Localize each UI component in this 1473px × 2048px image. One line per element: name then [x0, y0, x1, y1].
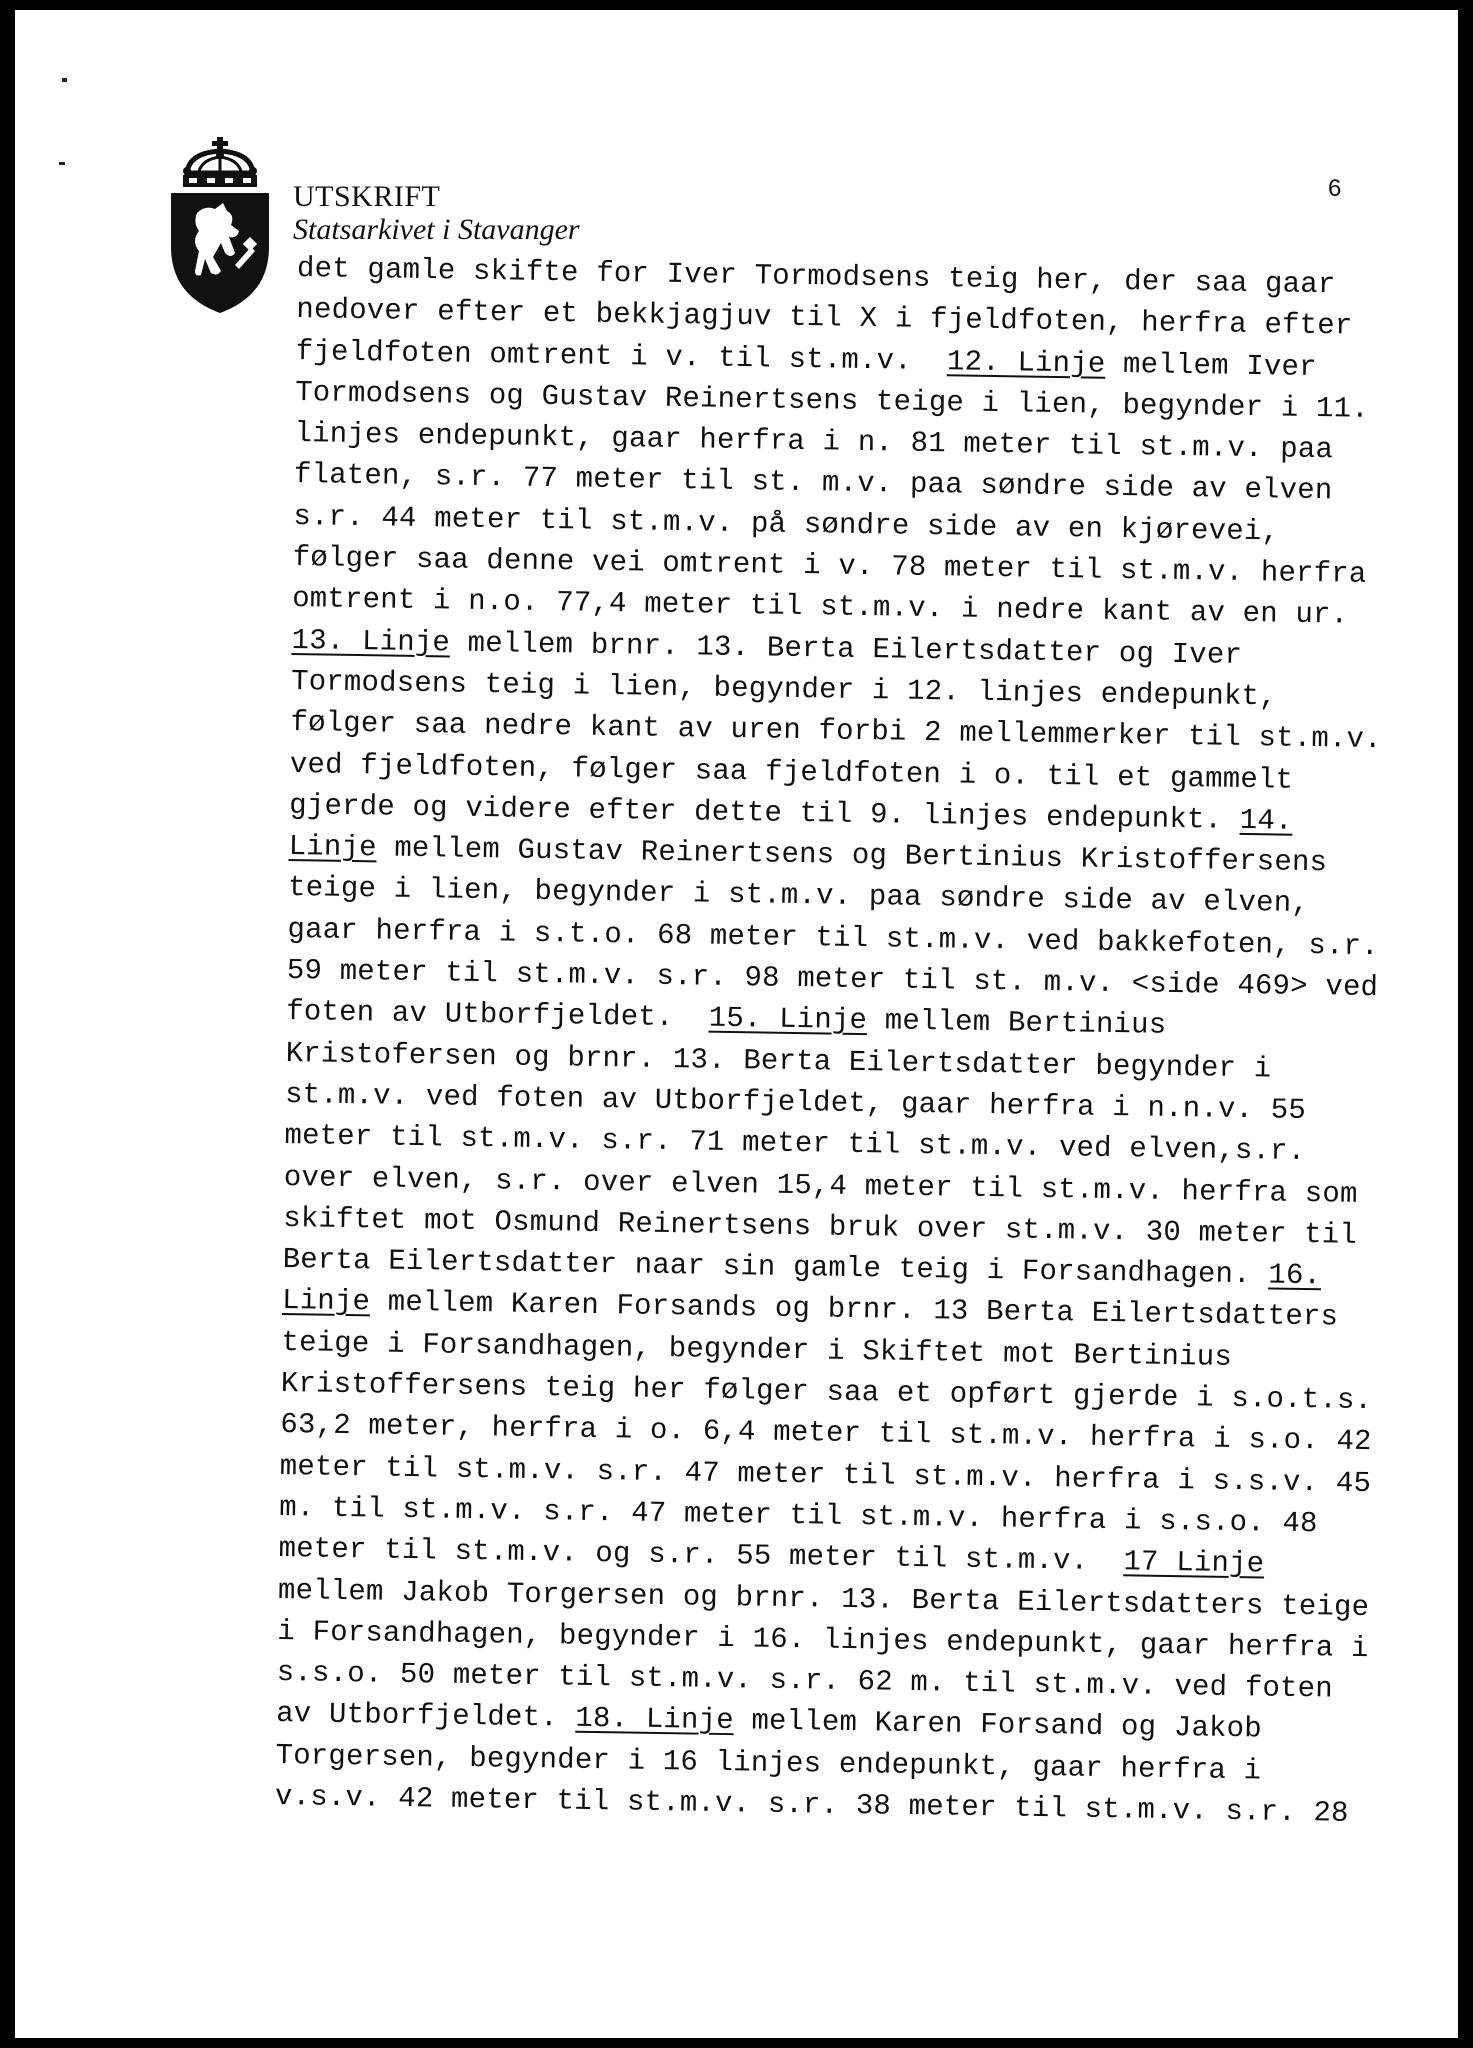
- text-segment: skiftet mot Osmund Reinertsens bruk over st.m.v. 30 meter til: [283, 1201, 1358, 1252]
- underlined-heading: Linje: [281, 1284, 371, 1319]
- text-segment: nedover efter et bekkjagjuv til X i fjeldfoten, herfra efter: [296, 293, 1353, 343]
- text-segment: gaar herfra i s.t.o. 68 meter til st.m.v. ved bakkefoten, s.r.: [287, 912, 1380, 963]
- underlined-heading: 16.: [1268, 1258, 1322, 1293]
- text-segment: foten av Utborfjeldet.: [286, 995, 709, 1035]
- scan-speck: [62, 78, 67, 82]
- text-segment: mellem Iver: [1105, 347, 1317, 384]
- text-segment: av Utborfjeldet.: [275, 1697, 576, 1736]
- text-segment: i Forsandhagen, begynder i 16. linjes endepunkt, gaar herfra i: [277, 1614, 1369, 1665]
- text-segment: ved fjeldfoten, følger saa fjeldfoten i o. til et gammelt: [289, 747, 1294, 797]
- text-segment: over elven, s.r. over elven 15,4 meter til st.m.v. herfra som: [283, 1160, 1358, 1211]
- underlined-heading: 15. Linje: [708, 1001, 868, 1038]
- text-segment: det gamle skifte for Iver Tormodsens teig her, der saa gaar: [296, 252, 1336, 302]
- text-segment: gjerde og videre efter dette til 9. linjes endepunkt.: [289, 788, 1241, 837]
- text-segment: omtrent i n.o. 77,4 meter til st.m.v. i nedre kant av en ur.: [291, 582, 1349, 632]
- text-segment: Kristoffersens teig her følger saa et opført gjerde i s.o.t.s.: [280, 1367, 1373, 1418]
- text-segment: 59 meter til st.m.v. s.r. 98 meter til st. m.v. <side 469> ved: [286, 954, 1379, 1005]
- text-segment: meter til st.m.v. s.r. 47 meter til st.m.v. herfra i s.s.v. 45: [279, 1449, 1372, 1500]
- text-segment: Kristofersen og brnr. 13. Berta Eilertsdatter begynder i: [285, 1036, 1272, 1086]
- text-segment: flaten, s.r. 77 meter til st. m.v. paa søndre side av elven: [293, 458, 1333, 508]
- text-segment: følger saa denne vei omtrent i v. 78 meter til st.m.v. herfra: [292, 541, 1367, 591]
- text-segment: meter til st.m.v. og s.r. 55 meter til st.m.v.: [278, 1532, 1124, 1579]
- text-segment: st.m.v. ved foten av Utborfjeldet, gaar herfra i n.n.v. 55: [284, 1077, 1307, 1127]
- coat-of-arms-icon: [165, 135, 275, 315]
- text-segment: Berta Eilertsdatter naar sin gamle teig i Forsandhagen.: [282, 1243, 1269, 1292]
- underlined-heading: 18. Linje: [575, 1702, 735, 1738]
- page-number: 6: [1328, 175, 1342, 202]
- text-segment: Tormodsens og Gustav Reinertsens teige i lien, begynder i 11.: [294, 375, 1370, 426]
- text-segment: m. til st.m.v. s.r. 47 meter til st.m.v. herfra i s.s.o. 48: [278, 1490, 1318, 1541]
- text-segment: s.r. 44 meter til st.m.v. på søndre side av en kjørevei,: [293, 499, 1280, 549]
- text-segment: mellem Bertinius: [866, 1004, 1167, 1043]
- text-segment: Tormodsens teig i lien, begynder i 12. linjes endepunkt,: [290, 664, 1278, 714]
- text-segment: v.s.v. 42 meter til st.m.v. s.r. 38 meter til st.m.v. s.r. 28: [274, 1779, 1349, 1830]
- document-page: [15, 10, 1458, 2038]
- underlined-heading: 12. Linje: [946, 344, 1106, 381]
- text-segment: 63,2 meter, herfra i o. 6,4 meter til st.m.v. herfra i s.o. 42: [280, 1408, 1372, 1459]
- text-segment: mellem Karen Forsands og brnr. 13 Berta Eilertsdatters: [369, 1285, 1339, 1335]
- text-segment: meter til st.m.v. s.r. 71 meter til st.m.v. ved elven,s.r.: [284, 1119, 1306, 1169]
- transcript-body: [274, 248, 1383, 1830]
- text-segment: mellem Gustav Reinertsens og Bertinius Kristoffersens: [376, 831, 1328, 880]
- text-segment: Torgersen, begynder i 16 linjes endepunkt, gaar herfra i: [275, 1738, 1262, 1788]
- header-subtitle: Statsarkivet i Stavanger: [293, 213, 580, 246]
- text-segment: fjeldfoten omtrent i v. til st.m.v.: [295, 334, 948, 378]
- text-segment: mellem brnr. 13. Berta Eilertsdatter og Iver: [449, 626, 1243, 672]
- underlined-heading: 13. Linje: [291, 623, 451, 660]
- text-segment: teige i lien, begynder i st.m.v. paa søndre side av elven,: [287, 871, 1310, 921]
- underlined-heading: 17 Linje: [1123, 1545, 1265, 1581]
- text-segment: følger saa nedre kant av uren forbi 2 mellemmerker til st.m.v.: [290, 706, 1383, 757]
- text-segment: teige i Forsandhagen, begynder i Skiftet mot Bertinius: [281, 1325, 1233, 1374]
- text-segment: mellem Jakob Torgersen og brnr. 13. Berta Eilertsdatters teige: [277, 1573, 1370, 1624]
- underlined-heading: Linje: [288, 830, 377, 865]
- text-segment: mellem Karen Forsand og Jakob: [733, 1704, 1263, 1746]
- text-segment: linjes endepunkt, gaar herfra i n. 81 meter til st.m.v. paa: [294, 417, 1334, 467]
- header-title: UTSKRIFT: [293, 180, 441, 213]
- underlined-heading: 14.: [1239, 803, 1293, 838]
- text-segment: s.s.o. 50 meter til st.m.v. s.r. 62 m. til st.m.v. ved foten: [276, 1656, 1334, 1706]
- scan-speck: [59, 162, 65, 165]
